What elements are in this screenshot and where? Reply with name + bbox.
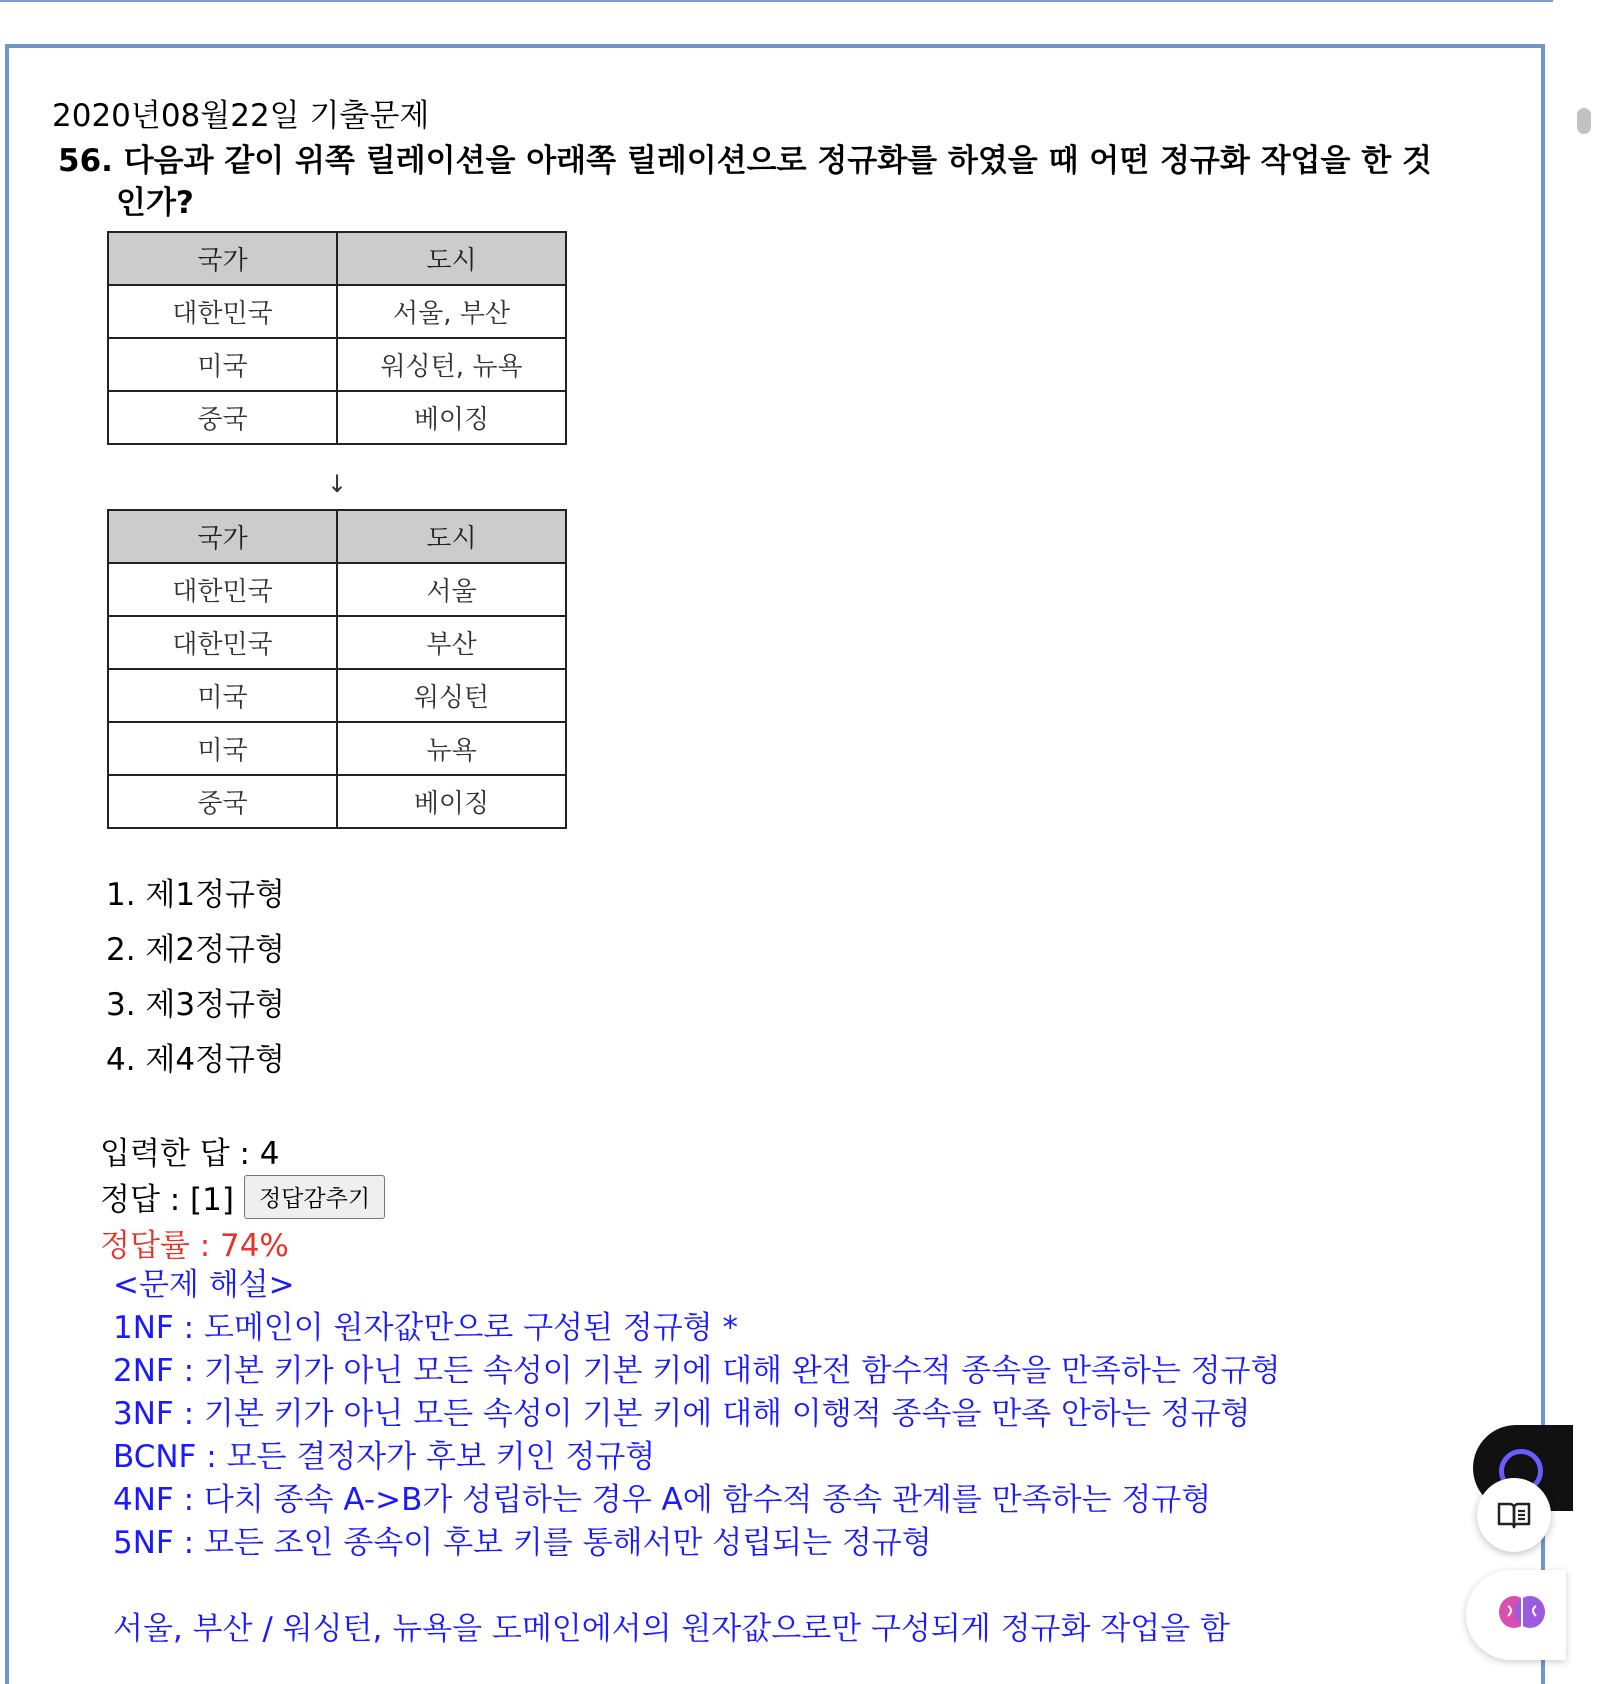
cell-country: 미국 <box>108 722 337 775</box>
cell-country: 미국 <box>108 338 337 391</box>
column-header-country: 국가 <box>108 510 337 563</box>
hide-answer-button[interactable]: 정답감추기 <box>244 1175 385 1219</box>
cell-city: 워싱턴, 뉴욕 <box>337 338 566 391</box>
table-row <box>108 391 566 444</box>
cell-city: 뉴욕 <box>337 722 566 775</box>
reader-mode-button[interactable] <box>1477 1478 1551 1552</box>
correct-rate: 정답률 : 74% <box>100 1228 289 1264</box>
cell-country: 대한민국 <box>108 285 337 338</box>
explanation-line: 5NF : 모든 조인 종속이 후보 키를 통해서만 성립되는 정규형 <box>113 1525 932 1561</box>
choice-1[interactable]: 1. 제1정규형 <box>106 877 285 913</box>
table-row <box>108 775 566 828</box>
cell-city: 서울, 부산 <box>337 285 566 338</box>
exam-date-title: 2020년08월22일 기출문제 <box>52 98 430 134</box>
cell-country: 대한민국 <box>108 616 337 669</box>
top-divider <box>0 0 1553 2</box>
explanation <box>113 1264 1280 1651</box>
cell-city: 워싱턴 <box>337 669 566 722</box>
explanation-title: <문제 해설> <box>113 1267 295 1303</box>
column-header-country: 국가 <box>108 232 337 285</box>
brain-icon <box>1494 1588 1550 1644</box>
explanation-line: 2NF : 기본 키가 아닌 모든 속성이 기본 키에 대해 완전 함수적 종속을 만족하는 정규형 <box>113 1353 1281 1389</box>
column-header-city: 도시 <box>337 510 566 563</box>
table-row <box>108 669 566 722</box>
cell-city: 부산 <box>337 616 566 669</box>
explanation-line: BCNF : 모든 결정자가 후보 키인 정규형 <box>113 1439 656 1475</box>
table-row <box>108 616 566 669</box>
cell-city: 베이징 <box>337 391 566 444</box>
choice-2[interactable]: 2. 제2정규형 <box>106 932 285 968</box>
explanation-line: 1NF : 도메인이 원자값만으로 구성된 정규형 * <box>113 1310 738 1346</box>
ai-assistant-button[interactable] <box>1466 1570 1566 1660</box>
column-header-city: 도시 <box>337 232 566 285</box>
choice-3[interactable]: 3. 제3정규형 <box>106 987 285 1023</box>
table-row <box>108 722 566 775</box>
cell-country: 중국 <box>108 775 337 828</box>
answer-choices <box>106 868 285 1088</box>
correct-answer-line <box>100 1174 385 1219</box>
table-row <box>108 563 566 616</box>
table-row <box>108 285 566 338</box>
down-arrow-icon: ↓ <box>327 470 348 498</box>
cell-country: 미국 <box>108 669 337 722</box>
explanation-summary: 서울, 부산 / 워싱턴, 뉴욕을 도메인에서의 원자값으로만 구성되게 정규화 작업을 함 <box>113 1611 1230 1647</box>
correct-answer: 정답 : [1] <box>100 1182 234 1218</box>
relation-after-table <box>107 509 567 829</box>
scrollbar-thumb[interactable] <box>1577 108 1591 134</box>
relation-before-table <box>107 231 567 445</box>
table-row <box>108 338 566 391</box>
explanation-line: 3NF : 기본 키가 아닌 모든 속성이 기본 키에 대해 이행적 종속을 만족 안하는 정규형 <box>113 1396 1251 1432</box>
cell-country: 중국 <box>108 391 337 444</box>
cell-country: 대한민국 <box>108 563 337 616</box>
choice-4[interactable]: 4. 제4정규형 <box>106 1042 285 1078</box>
entered-answer: 입력한 답 : 4 <box>100 1136 280 1172</box>
cell-city: 서울 <box>337 563 566 616</box>
cell-city: 베이징 <box>337 775 566 828</box>
book-reader-icon <box>1496 1500 1532 1530</box>
question-text: 56. 다음과 같이 위쪽 릴레이션을 아래쪽 릴레이션으로 정규화를 하였을 때 어떤 정규화 작업을 한 것인가? <box>58 143 1432 221</box>
explanation-line: 4NF : 다치 종속 A->B가 성립하는 경우 A에 함수적 종속 관계를 만족하는 정규형 <box>113 1482 1212 1518</box>
